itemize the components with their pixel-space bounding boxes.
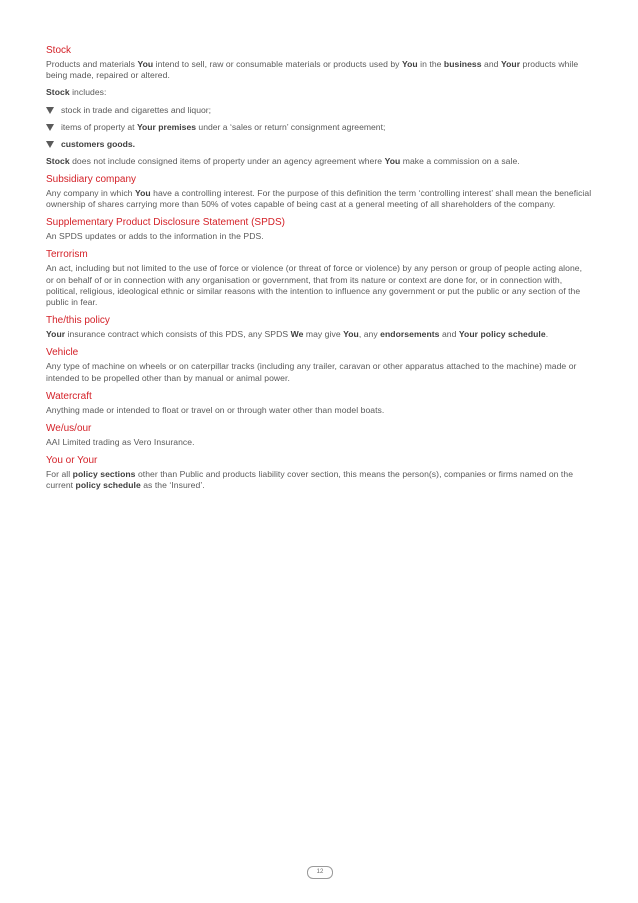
spds-definition: An SPDS updates or adds to the information in the PDS. [46, 231, 264, 242]
term-policy: The/this policy [46, 315, 110, 327]
stock-definition: Products and materials You intend to sell, raw or consumable materials or products used by You in the business and Your products while being made, repaired or altered. [46, 59, 579, 81]
page-number: 12 [307, 866, 333, 879]
policy-definition: Your insurance contract which consists of this PDS, any SPDS We may give You, any endorsements and Your policy schedule. [46, 329, 549, 340]
definitions-content [46, 44, 592, 498]
term-subsidiary-company: Subsidiary company [46, 173, 137, 185]
vehicle-definition: Any type of machine on wheels or on caterpillar tracks (including any trailer, caravan or other apparatus attached to the machine) made or intended to be propelled other than by manual or animal power. [46, 361, 577, 383]
term-you-or-your: You or Your [46, 455, 98, 467]
term-stock: Stock [46, 45, 72, 56]
term-vehicle: Vehicle [46, 347, 79, 359]
stock-includes: Stock includes: [46, 87, 107, 98]
term-spds: Supplementary Product Disclosure Statement (SPDS) [46, 217, 285, 229]
triangle-bullet-icon [46, 107, 54, 114]
list-item: stock in trade and cigarettes and liquor; [46, 105, 592, 116]
we-definition: AAI Limited trading as Vero Insurance. [46, 437, 195, 448]
you-definition: For all policy sections other than Public and products liability cover section, this means the person(s), companies or firms named on the current policy schedule as the ‘Insured’. [46, 469, 574, 491]
subsidiary-definition: Any company in which You have a controlling interest. For the purpose of this definition the term ‘controlling interest’ shall mean the beneficial ownership of shares carrying more than 50% of votes capable of being cast at a general meeting of all shareholders of the company. [46, 187, 592, 210]
watercraft-definition: Anything made or intended to float or travel on or through water other than model boats. [46, 404, 385, 415]
term-we-us-our: We/us/our [46, 423, 92, 435]
stock-exclusion: Stock does not include consigned items of property under an agency agreement where You make a commission on a sale. [46, 155, 520, 166]
term-terrorism: Terrorism [46, 249, 88, 261]
list-item: customers goods. [46, 139, 592, 150]
triangle-bullet-icon [46, 124, 54, 131]
triangle-bullet-icon [46, 141, 54, 148]
stock-list [46, 105, 592, 150]
terrorism-definition: An act, including but not limited to the use of force or violence (or threat of force or violence) by any person or group of people acting alone, or on behalf of or in connection with any organisation or government, that from its nature or context are done for, or in connection with, political, religious, ideological ethnic or similar reasons with the intention to influence any government or put the public or any section of the public in fear. [46, 263, 583, 308]
list-item: items of property at Your premises under a ‘sales or return’ consignment agreement; [46, 122, 592, 133]
term-watercraft: Watercraft [46, 390, 92, 402]
